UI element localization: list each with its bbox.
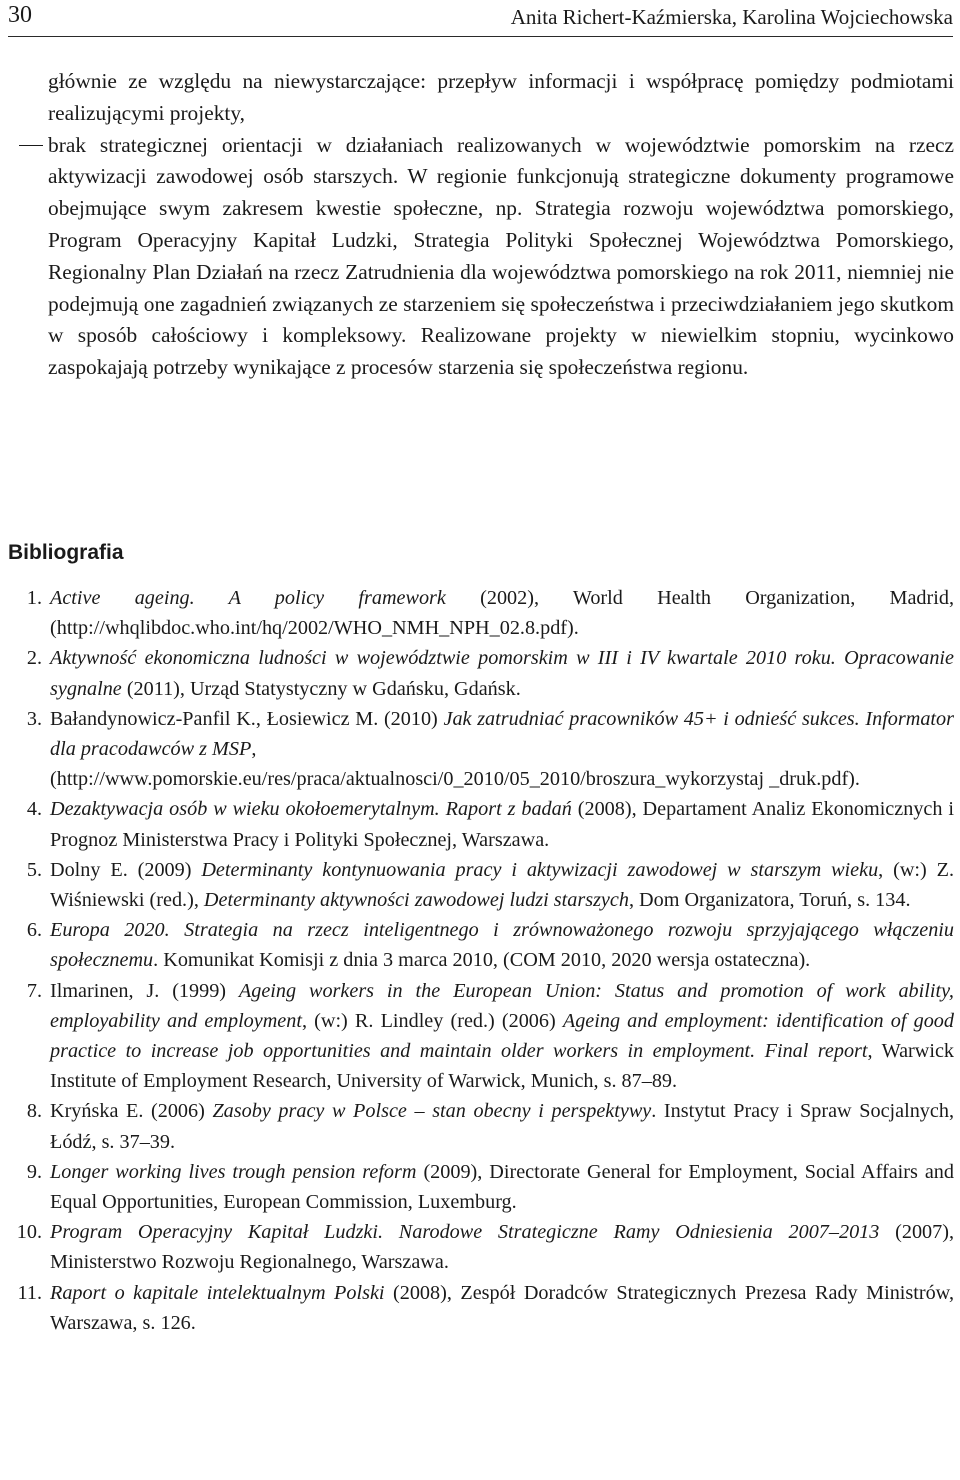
citation-detail: . Instytut Pracy i Spraw Socjalnych, Łódź, s. 37–39. [50, 1100, 954, 1153]
bibliography-entry-number: 6. [26, 919, 42, 942]
dash-bullet [19, 145, 43, 146]
bibliography-entry [8, 855, 954, 915]
citation-title: Raport o kapitale intelektualnym Polski [50, 1281, 385, 1304]
citation-detail: Kryńska E. (2006) [50, 1100, 213, 1123]
citation-detail: (2008), Zespół Doradców Strategicznych Prezesa Rady Ministrów, Warszawa, s. 126. [50, 1281, 954, 1334]
citation-title: Dezaktywacja osób w wieku okołoemerytalnym. Raport z badań [50, 798, 572, 821]
citation-detail: (http://whqlibdoc.who.int/hq/2002/WHO_NMH_NPH_02.8.pdf). [50, 617, 579, 640]
bibliography-entry [8, 1157, 954, 1217]
citation-detail: (2007), Ministerstwo Rozwoju Regionalnego, Warszawa. [50, 1221, 954, 1274]
citation-title: Active ageing. A policy framework [50, 587, 446, 609]
bibliography-entry-number: 5. [26, 858, 42, 881]
bibliography-entry-text [50, 1161, 954, 1213]
bibliography-entry [8, 1096, 954, 1156]
bibliography-entry [8, 1217, 954, 1277]
citation-detail: Dolny E. (2009) [50, 858, 202, 881]
bibliography-entry [8, 976, 954, 1097]
bibliography-entry-text [50, 1221, 954, 1273]
bibliography-entry [8, 643, 954, 703]
bibliography-entry [8, 915, 954, 975]
bibliography-entry-number: 3. [26, 707, 42, 730]
page-number: 30 [8, 2, 32, 28]
citation-detail: (2011), Urząd Statystyczny w Gdańsku, Gdańsk. [121, 677, 521, 700]
citation-detail: , Dom Organizatora, Toruń, s. 134. [628, 889, 911, 912]
citation-detail: (2002), World Health Organization, Madrid, [445, 587, 954, 609]
citation-detail: (2008), Departament Analiz Ekonomicznych i Prognoz Ministerstwa Pracy i Polityki Społecznej, Warszawa. [50, 798, 954, 851]
bibliography-entry-number: 4. [26, 798, 42, 821]
body-text [48, 66, 954, 384]
citation-title: Determinanty kontynuowania pracy i aktywizacji zawodowej w starszym wieku [201, 858, 879, 881]
citation-title: Zasoby pracy w Polsce – stan obecny i perspektywy [212, 1100, 652, 1123]
running-head: Anita Richert-Kaźmierska, Karolina Wojciechowska [510, 5, 953, 29]
bibliography-entry-text [50, 980, 954, 1093]
citation-title: Europa 2020. Strategia na rzecz inteligentnego i zrównoważonego rozwoju sprzyjającego włączeniu społecznemu [50, 919, 954, 972]
bibliography-entry-number: 10. [16, 1221, 42, 1244]
dash-list-item-text: brak strategicznej orientacji w działaniach realizowanych w województwie pomorskim na rzecz aktywizacji zawodowej osób starszych. W regionie funkcjonują strategiczne dokumenty programowe obejmujące swym zakresem kwestie społeczne, np. Strategia rozwoju województwa pomorskiego, Program Operacyjny Kapitał Ludzki, Strategia Polityki Społecznej Województwa Pomorskiego, Regionalny Plan Działań na rzecz Zatrudnienia dla województwa pomorskiego na rok 2011, niemniej nie podejmują one zagadnień związanych ze starzeniem się społeczeństwa i przeciwdziałaniem jego skutkom w sposób całościowy i kompleksowy. Realizowane projekty w niewielkim stopniu, wycinkowo zaspokajają potrzeby wynikające z procesów starzenia się społeczeństwa regionu. [48, 132, 954, 380]
bibliography-entry-text [50, 1100, 954, 1152]
bibliography-entry-text [50, 647, 954, 699]
bibliography-entry-text [50, 798, 954, 850]
bibliography-entry [8, 1278, 954, 1338]
bibliography-entry-number: 8. [26, 1100, 42, 1123]
bibliography-heading: Bibliografia [8, 541, 124, 564]
bibliography-entry-number: 1. [26, 587, 42, 609]
citation-detail: (2009), Directorate General for Employment, Social Affairs and Equal Opportunities, European Commission, Luxemburg. [50, 1160, 954, 1214]
dash-list-item [48, 130, 954, 384]
bibliography-entry-text [50, 919, 954, 971]
bibliography-entry-number: 9. [26, 1160, 42, 1183]
citation-title: Ageing workers in the European Union: Status and promotion of work ability, employability and employment [50, 979, 954, 1032]
page-header [8, 2, 953, 36]
bibliography-entry [8, 794, 954, 854]
paragraph-continuation: głównie ze względu na niewystarczające: przepływ informacji i współpracę pomiędzy podmiotami realizującymi projekty, [48, 69, 954, 125]
bibliography-entry-text [50, 1282, 954, 1334]
citation-title: Aktywność ekonomiczna ludności w województwie pomorskim w III i IV kwartale 2010 roku. Opracowanie sygnalne [50, 647, 954, 700]
citation-detail: , [251, 738, 257, 761]
bibliography-list [8, 583, 954, 1338]
bibliography-entry-number: 2. [26, 647, 42, 670]
citation-detail: . Komunikat Komisji z dnia 3 marca 2010, (COM 2010, 2020 wersja ostateczna). [153, 949, 811, 972]
bibliography-entry-number: 7. [26, 979, 42, 1002]
citation-detail: , (w:) R. Lindley (red.) (2006) [301, 1009, 563, 1032]
citation-title: Determinanty aktywności zawodowej ludzi starszych [203, 889, 629, 912]
citation-title: Ageing and employment: identification of good practice to increase job opportunities and maintain older workers in employment. Final report [50, 1009, 954, 1063]
citation-title: Longer working lives trough pension reform [50, 1160, 417, 1183]
citation-url: (http://www.pomorskie.eu/res/praca/aktualnosci/0_2010/05_2010/broszura_wykorzystaj _druk.pdf). [50, 768, 860, 791]
citation-detail: Ilmarinen, J. (1999) [50, 979, 239, 1002]
citation-detail: , (w:) Z. Wiśniewski (red.), [50, 858, 955, 912]
bibliography-entry-text [50, 708, 954, 760]
bibliography-entry-text [50, 587, 954, 639]
bibliography-entry-text [50, 859, 954, 911]
citation-detail: , Warwick Institute of Employment Research, University of Warwick, Munich, s. 87–89. [50, 1040, 954, 1093]
header-rule [8, 36, 953, 37]
citation-title: Jak zatrudniać pracowników 45+ i odnieść sukces. Informator dla pracodawców z MSP [50, 707, 954, 761]
bibliography-entry-number: 11. [17, 1281, 42, 1304]
citation-detail: Bałandynowicz-Panfil K., Łosiewicz M. (2010) [50, 707, 444, 730]
bibliography-entry [8, 583, 954, 643]
bibliography-entry [8, 704, 954, 795]
citation-title: Program Operacyjny Kapitał Ludzki. Narodowe Strategiczne Ramy Odniesienia 2007–2013 [50, 1221, 880, 1244]
